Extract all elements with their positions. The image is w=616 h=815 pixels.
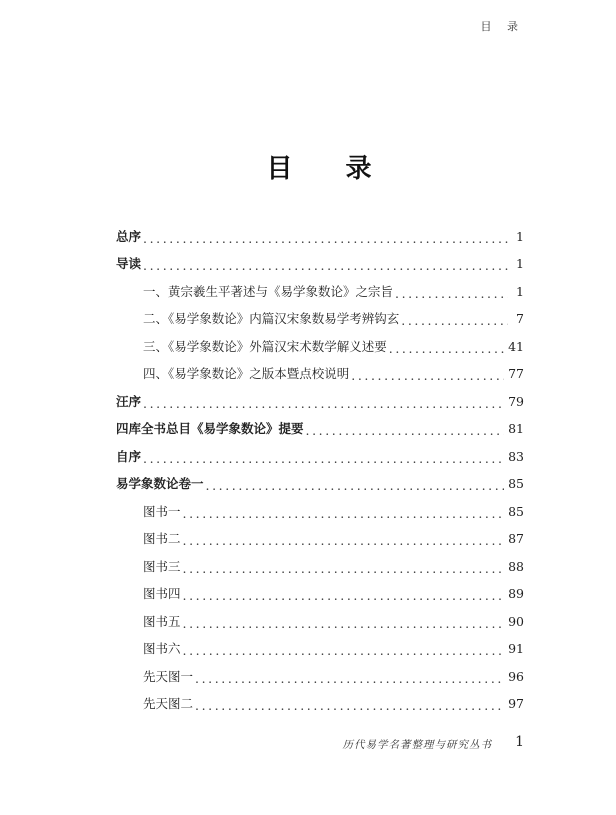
dot-leader xyxy=(143,260,508,273)
toc-entry-page: 7 xyxy=(516,311,524,326)
dot-leader xyxy=(401,315,508,328)
toc-entry[interactable] xyxy=(116,361,524,389)
toc-entry-page: 89 xyxy=(508,586,524,601)
toc-entry[interactable] xyxy=(116,306,524,334)
toc-entry-title: 易学象数论卷一 xyxy=(116,476,204,491)
toc-entry-title: 先天图一 xyxy=(143,668,194,684)
toc-entry-title: 图书五 xyxy=(143,613,181,629)
toc-entry[interactable] xyxy=(116,388,524,416)
toc-entry[interactable] xyxy=(116,471,524,499)
dot-leader xyxy=(389,343,504,356)
toc-entry-title: 二、《易学象数论》内篇汉宋象数易学考辨钩玄 xyxy=(143,311,400,326)
toc-entry-page: 79 xyxy=(508,393,524,409)
table-of-contents xyxy=(116,223,524,718)
dot-leader xyxy=(306,425,505,438)
dot-leader xyxy=(183,535,505,548)
toc-entry[interactable] xyxy=(116,251,524,279)
dot-leader xyxy=(195,673,504,686)
dot-leader xyxy=(143,233,508,246)
toc-entry-title: 导读 xyxy=(116,256,142,271)
dot-leader xyxy=(143,398,504,411)
toc-entry-title: 先天图二 xyxy=(143,696,194,711)
toc-entry-title: 图书四 xyxy=(143,586,181,601)
toc-entry-page: 96 xyxy=(508,668,524,684)
toc-entry[interactable] xyxy=(116,581,524,609)
toc-entry-page: 1 xyxy=(516,228,524,244)
toc-entry-title: 图书三 xyxy=(143,558,181,574)
toc-entry-page: 90 xyxy=(508,613,524,629)
toc-entry-page: 97 xyxy=(508,696,524,711)
toc-entry[interactable] xyxy=(116,663,524,691)
dot-leader xyxy=(195,700,504,713)
toc-entry-title: 一、黄宗羲生平著述与《易学象数论》之宗旨 xyxy=(143,283,394,299)
toc-entry-title: 图书六 xyxy=(143,641,181,656)
toc-entry[interactable] xyxy=(116,498,524,526)
toc-entry-page: 1 xyxy=(516,283,524,299)
toc-entry[interactable] xyxy=(116,278,524,306)
toc-entry[interactable] xyxy=(116,553,524,581)
toc-entry[interactable] xyxy=(116,443,524,471)
toc-entry-title: 汪序 xyxy=(116,393,142,409)
series-title: 历代易学名著整理与研究丛书 xyxy=(342,739,492,751)
toc-entry-page: 85 xyxy=(508,503,524,519)
toc-entry[interactable] xyxy=(116,636,524,664)
toc-entry[interactable] xyxy=(116,526,524,554)
toc-entry[interactable] xyxy=(116,608,524,636)
toc-entry-page: 91 xyxy=(508,641,524,656)
toc-entry-page: 41 xyxy=(508,338,524,354)
dot-leader xyxy=(183,508,505,521)
toc-entry-page: 81 xyxy=(508,421,524,436)
toc-entry[interactable] xyxy=(116,416,524,444)
dot-leader xyxy=(183,563,505,576)
page-footer xyxy=(0,734,616,754)
toc-entry-title: 图书二 xyxy=(143,531,181,546)
toc-entry[interactable] xyxy=(116,333,524,361)
toc-entry-page: 77 xyxy=(508,366,524,381)
toc-entry-title: 三、《易学象数论》外篇汉宋术数学解义述要 xyxy=(143,338,387,354)
toc-entry-title: 图书一 xyxy=(143,503,181,519)
toc-entry-title: 自序 xyxy=(116,448,142,464)
toc-entry-page: 83 xyxy=(508,448,524,464)
dot-leader xyxy=(206,480,505,493)
dot-leader xyxy=(143,453,504,466)
toc-entry-page: 85 xyxy=(508,476,524,491)
dot-leader xyxy=(183,590,505,603)
toc-entry[interactable] xyxy=(116,223,524,251)
toc-entry-title: 四、《易学象数论》之版本暨点校说明 xyxy=(143,366,350,381)
dot-leader xyxy=(395,288,508,301)
toc-entry[interactable] xyxy=(116,691,524,719)
running-header: 目 录 xyxy=(480,20,524,33)
toc-entry-page: 1 xyxy=(516,256,524,271)
page-title: 目 录 xyxy=(266,154,394,184)
toc-entry-title: 四库全书总目《易学象数论》提要 xyxy=(116,421,304,436)
dot-leader xyxy=(351,370,504,383)
dot-leader xyxy=(183,645,505,658)
toc-entry-page: 87 xyxy=(508,531,524,546)
page-number: 1 xyxy=(515,734,524,750)
dot-leader xyxy=(183,618,505,631)
toc-entry-title: 总序 xyxy=(116,228,142,244)
toc-entry-page: 88 xyxy=(508,558,524,574)
